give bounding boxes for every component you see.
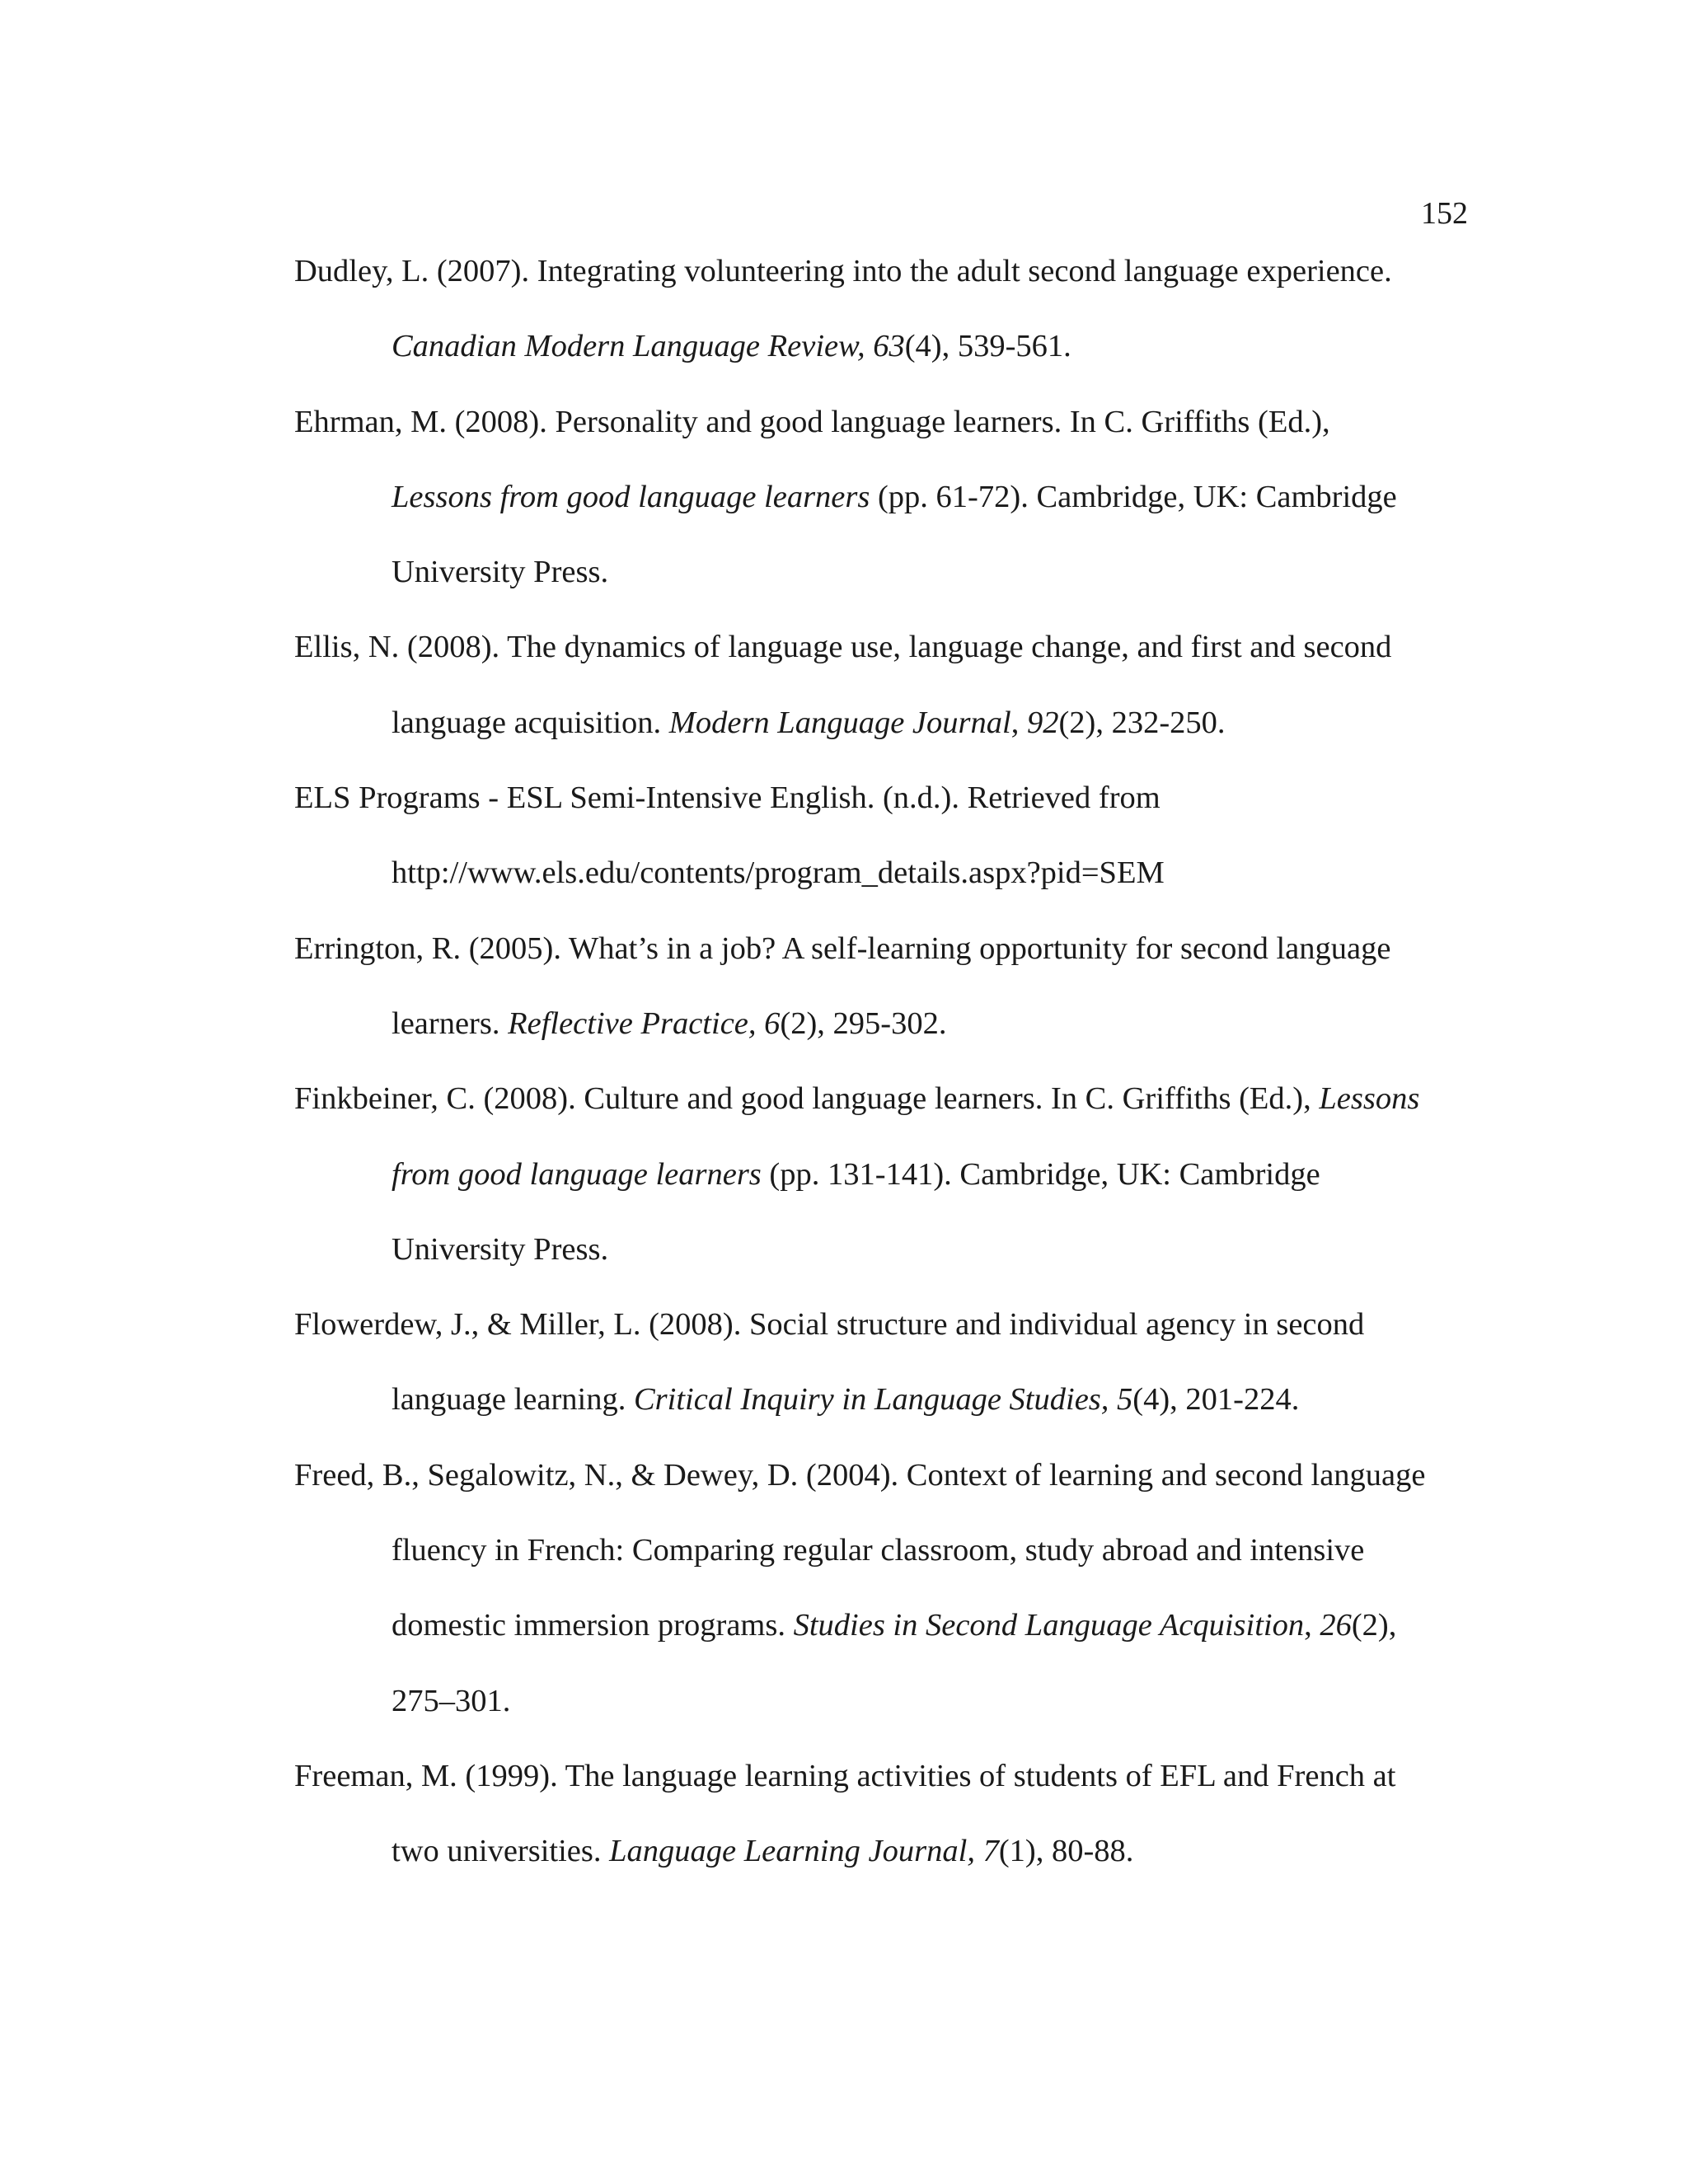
reference-italic-text: Reflective Practice, 6 <box>508 1005 781 1041</box>
reference-line <box>294 1456 1481 1531</box>
reference-entry <box>294 930 1481 1080</box>
reference-line <box>294 403 1481 478</box>
reference-italic-text: Studies in Second Language Acquisition <box>793 1608 1305 1643</box>
reference-line <box>294 704 1481 779</box>
reference-text: (1), 80-88. <box>998 1834 1134 1869</box>
reference-line <box>294 1682 1481 1757</box>
reference-line <box>294 252 1481 327</box>
reference-line <box>294 1531 1481 1606</box>
reference-text: (4), 201-224. <box>1132 1382 1300 1418</box>
reference-line <box>294 1606 1481 1681</box>
reference-text: Freed, B., Segalowitz, N., & Dewey, D. (2004). Context of learning and second language <box>294 1457 1426 1493</box>
reference-text: (pp. 131-141). Cambridge, UK: Cambridge <box>761 1156 1320 1192</box>
reference-line <box>294 1080 1481 1155</box>
reference-text: http://www.els.edu/contents/program_details.aspx?pid=SEM <box>392 855 1165 891</box>
reference-text: University Press. <box>392 555 609 590</box>
reference-italic-text: Language Learning Journal, 7 <box>609 1834 999 1869</box>
reference-italic-text: Lessons <box>1319 1081 1420 1117</box>
page-number: 152 <box>1421 196 1468 231</box>
reference-text: two universities. <box>392 1834 610 1869</box>
reference-line <box>294 1757 1481 1832</box>
reference-entry <box>294 252 1481 403</box>
reference-text: Ellis, N. (2008). The dynamics of language use, language change, and first and second <box>294 630 1392 665</box>
reference-italic-text: from good language learners <box>392 1156 762 1192</box>
reference-entry <box>294 1080 1481 1305</box>
reference-line <box>294 628 1481 703</box>
reference-line <box>294 1005 1481 1080</box>
reference-text: ELS Programs - ESL Semi-Intensive English. (n.d.). Retrieved from <box>294 780 1160 816</box>
reference-text: (2), <box>1351 1608 1397 1643</box>
reference-entry <box>294 779 1481 930</box>
reference-line <box>294 1230 1481 1305</box>
reference-text: domestic immersion programs. <box>392 1608 794 1643</box>
reference-line <box>294 553 1481 628</box>
reference-entry <box>294 403 1481 629</box>
reference-italic-text: 26 <box>1320 1608 1352 1643</box>
reference-line <box>294 779 1481 854</box>
reference-entry <box>294 1305 1481 1456</box>
reference-text: Finkbeiner, C. (2008). Culture and good language learners. In C. Griffiths (Ed.), <box>294 1081 1320 1117</box>
reference-line <box>294 1155 1481 1230</box>
reference-text: University Press. <box>392 1231 609 1267</box>
reference-line <box>294 930 1481 1005</box>
reference-line <box>294 1305 1481 1380</box>
reference-line <box>294 854 1481 929</box>
reference-italic-text: 92 <box>1026 705 1059 740</box>
reference-entry <box>294 1757 1481 1908</box>
reference-line <box>294 478 1481 553</box>
reference-entry <box>294 1456 1481 1757</box>
reference-text: (4), 539-561. <box>904 329 1071 364</box>
reference-italic-text: Lessons from good language learners <box>392 479 870 514</box>
reference-text: (2), 295-302. <box>780 1005 947 1041</box>
reference-text: Dudley, L. (2007). Integrating volunteering into the adult second language experience. <box>294 254 1392 288</box>
reference-text: , <box>1010 705 1027 740</box>
reference-entry <box>294 628 1481 779</box>
reference-line <box>294 1380 1481 1455</box>
reference-text: Freeman, M. (1999). The language learning activities of students of EFL and French at <box>294 1758 1396 1793</box>
reference-list <box>294 252 1481 1908</box>
reference-text: Ehrman, M. (2008). Personality and good language learners. In C. Griffiths (Ed.), <box>294 404 1330 439</box>
reference-text: (pp. 61-72). Cambridge, UK: Cambridge <box>870 479 1397 514</box>
reference-line <box>294 1832 1481 1907</box>
reference-text: , <box>1304 1608 1320 1643</box>
reference-text: Flowerdew, J., & Miller, L. (2008). Social structure and individual agency in second <box>294 1307 1365 1343</box>
reference-text: (2), 232-250. <box>1058 705 1226 740</box>
reference-italic-text: Canadian Modern Language Review, 63 <box>392 329 905 364</box>
reference-text: Errington, R. (2005). What’s in a job? A self-learning opportunity for second language <box>294 930 1391 966</box>
reference-text: language acquisition. <box>392 705 669 740</box>
reference-text: 275–301. <box>392 1683 511 1718</box>
reference-line <box>294 327 1481 402</box>
reference-italic-text: Critical Inquiry in Language Studies, 5 <box>633 1382 1133 1418</box>
reference-italic-text: Modern Language Journal <box>668 705 1011 740</box>
reference-text: fluency in French: Comparing regular classroom, study abroad and intensive <box>392 1533 1365 1568</box>
reference-text: learners. <box>392 1005 509 1041</box>
reference-text: language learning. <box>392 1382 634 1418</box>
